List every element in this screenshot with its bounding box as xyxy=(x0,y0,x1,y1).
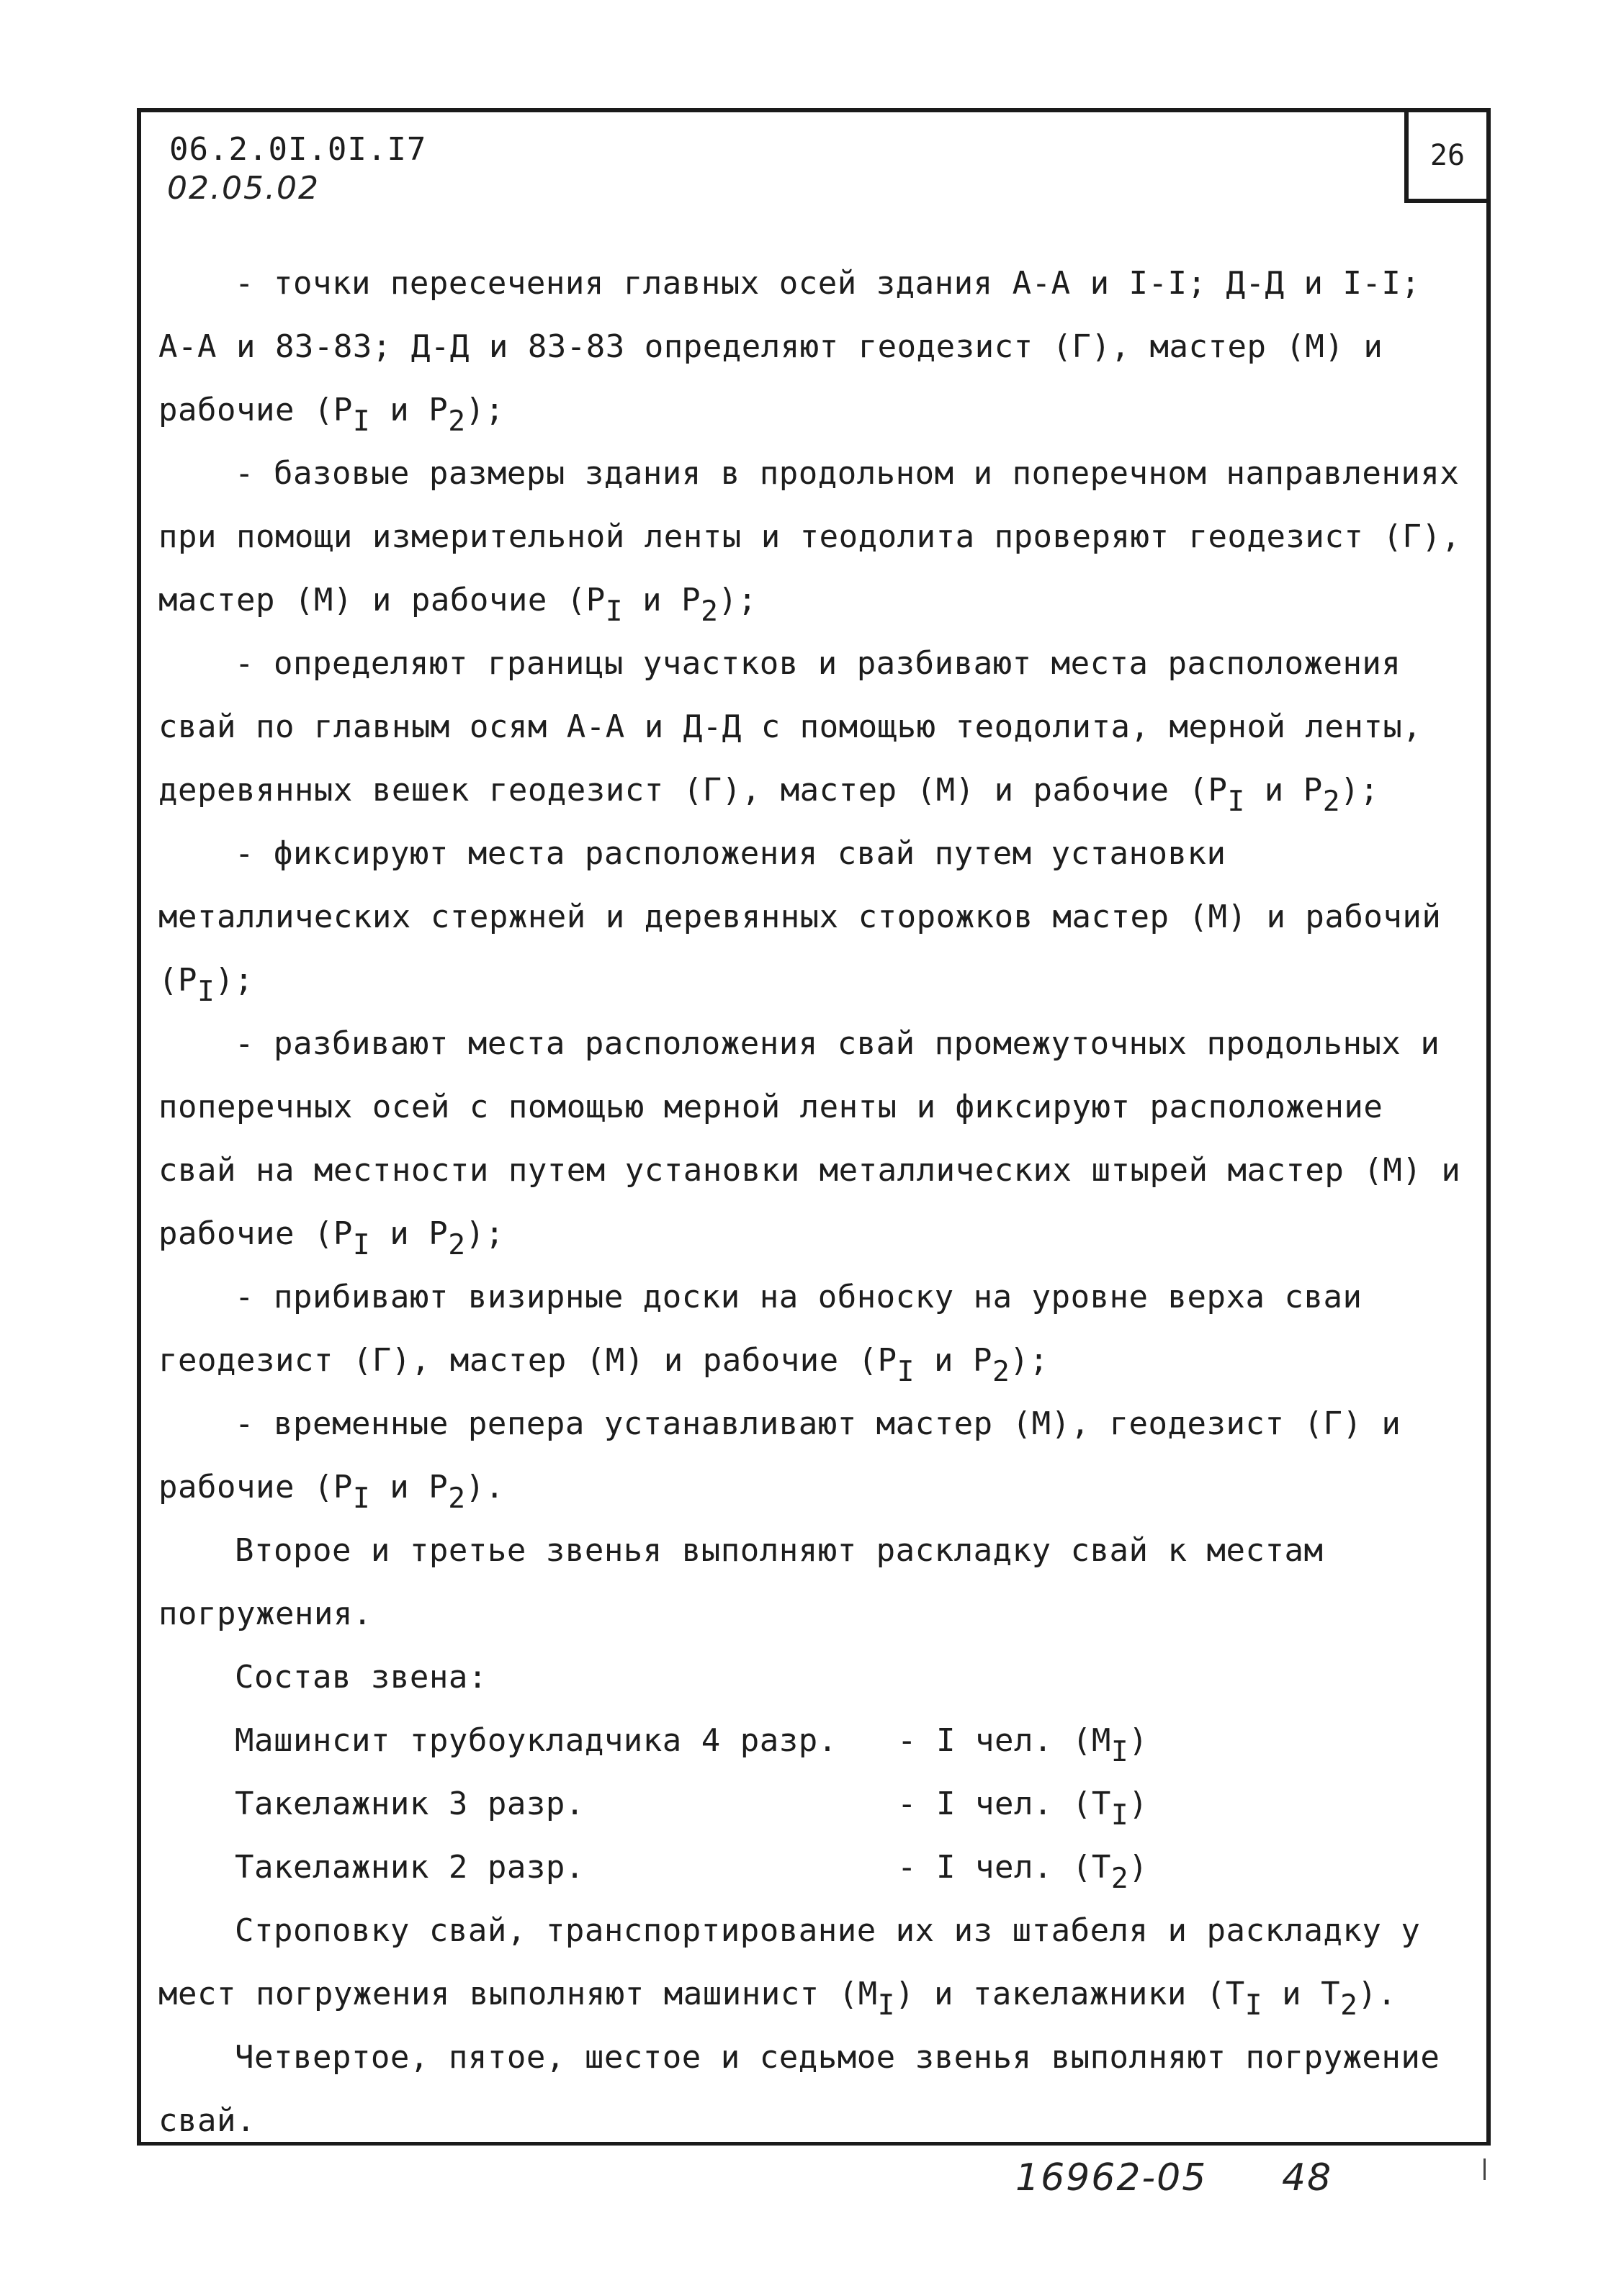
paragraph-7: - временные репера устанавливают мастер (М), геодезист (Г) и рабочие ($Р_I$ и $Р_2$). xyxy=(158,1405,1401,1515)
document-code: 06.2.0I.0I.I7 xyxy=(169,131,427,168)
footer-sheet-number: 48 xyxy=(1282,2156,1333,2200)
paragraph-5: - разбивают места расположения свай промежуточных продольных и поперечных осей с помощью мерной ленты и фиксируют расположение свай на местности путем установки металлических штырей мастер (М) и рабочие ($Р_I$ и $Р_2$); xyxy=(158,1025,1461,1261)
paragraph-2: - базовые размеры здания в продольном и поперечном направлениях при помощи измерительной ленты и теодолита проверяют геодезист (Г), мастер (М) и рабочие ($Р_I$ и $Р_2$); xyxy=(158,455,1461,628)
footer-code: 16962-05 xyxy=(1015,2156,1208,2200)
document-body xyxy=(158,252,1469,2153)
crew-count: - I чел. $(Т_I)$ xyxy=(897,1786,1149,1832)
crew-count: - I чел. $(М_I)$ xyxy=(897,1722,1149,1768)
crew-count: - I чел. $(Т_2)$ xyxy=(897,1849,1149,1895)
crew-role: Такелажник 2 разр. xyxy=(235,1849,585,1886)
paragraph-9: Состав звена: xyxy=(235,1659,488,1696)
crew-row xyxy=(235,1836,1469,1899)
paragraph-6: - прибивают визирные доски на обноску на уровне верха сваи геодезист (Г), мастер (М) и рабочие ($Р_I$ и $Р_2$); xyxy=(158,1279,1363,1388)
paragraph-11: Четвертое, пятое, шестое и седьмое звенья выполняют погружение свай. xyxy=(158,2039,1440,2139)
crew-row xyxy=(235,1773,1469,1836)
paragraph-3: - определяют границы участков и разбивают места расположения свай по главным осям А-А и Д-Д с помощью теодолита, мерной ленты, деревянных вешек геодезист (Г), мастер (М) и рабочие ($Р_I$ и $Р_2$); xyxy=(158,645,1422,818)
crew-role: Такелажник 3 разр. xyxy=(235,1786,585,1822)
crew-role: Машинсит трубоукладчика 4 разр. xyxy=(235,1722,838,1759)
page-number: 26 xyxy=(1429,139,1465,172)
page-number-box xyxy=(1404,108,1491,203)
paragraph-4: - фиксируют места расположения свай путем установки металлических стержней и деревянных сторожков мастер (М) и рабочий $(Р_I)$; xyxy=(158,835,1442,1008)
crew-list xyxy=(158,1709,1469,1899)
handwritten-code: 02.05.02 xyxy=(167,170,320,207)
edge-mark xyxy=(1483,2158,1486,2180)
paragraph-8: Второе и третье звенья выполняют раскладку свай к местам погружения. xyxy=(158,1532,1324,1632)
crew-row xyxy=(235,1709,1469,1773)
paragraph-1: - точки пересечения главных осей здания А-А и I-I; Д-Д и I-I; А-А и 83-83; Д-Д и 83-83 определяют геодезист (Г), мастер (М) и рабочие ($Р_I$ и $Р_2$); xyxy=(158,265,1421,438)
paragraph-10: Строповку свай, транспортирование их из штабеля и раскладку у мест погружения выполняют машинист $(М_I)$ и такелажники ($Т_I$ и $Т_2$). xyxy=(158,1912,1421,2022)
